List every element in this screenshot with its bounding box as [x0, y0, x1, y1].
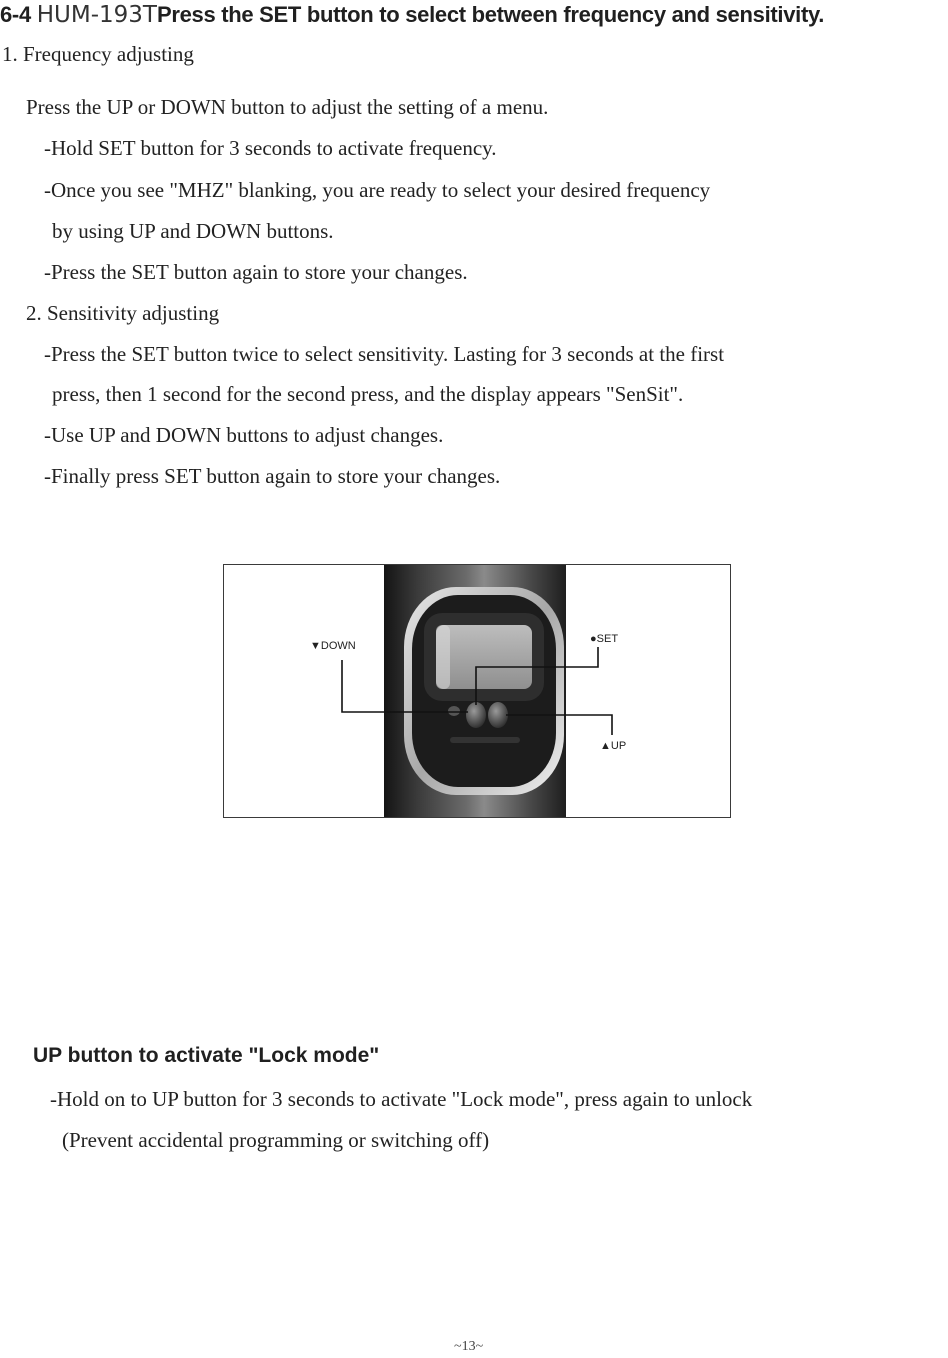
up-button — [488, 702, 508, 728]
section-2-step: -Use UP and DOWN buttons to adjust changes. — [44, 423, 444, 447]
down-label: ▼DOWN — [310, 640, 356, 652]
model-number-handwritten: HUM-193T — [36, 2, 157, 28]
set-button — [448, 706, 460, 716]
device-illustration — [224, 565, 730, 817]
page-heading — [0, 2, 824, 28]
section-2-step: -Press the SET button twice to select sensitivity. Lasting for 3 seconds at the first — [44, 342, 725, 366]
section-1-title: 1. Frequency adjusting — [2, 42, 194, 66]
section-2-step: press, then 1 second for the second press, and the display appears "SenSit". — [52, 382, 684, 406]
section-number: 6-4 — [0, 2, 31, 27]
lock-mode-line: (Prevent accidental programming or switching off) — [62, 1128, 490, 1152]
device-figure — [223, 564, 731, 818]
lock-mode-line: -Hold on to UP button for 3 seconds to activate "Lock mode", press again to unlock — [50, 1087, 753, 1111]
section-1-step: -Press the SET button again to store your changes. — [44, 260, 468, 284]
up-label: ▲UP — [600, 740, 627, 752]
section-1-step: -Hold SET button for 3 seconds to activate frequency. — [44, 136, 497, 160]
lcd-screen — [436, 625, 532, 689]
down-button — [466, 702, 486, 728]
set-label: ●SET — [590, 633, 619, 645]
logo-strip — [450, 737, 520, 743]
section-1-step: -Once you see "MHZ" blanking, you are ready to select your desired frequency — [44, 178, 711, 202]
section-2-title: 2. Sensitivity adjusting — [26, 301, 220, 325]
section-2-step: -Finally press SET button again to store your changes. — [44, 464, 501, 488]
section-1-step: by using UP and DOWN buttons. — [52, 219, 334, 243]
heading-title: Press the SET button to select between frequency and sensitivity. — [156, 2, 825, 27]
page-number: ~13~ — [454, 1339, 484, 1354]
screen-glare — [436, 625, 450, 689]
section-1-intro: Press the UP or DOWN button to adjust the setting of a menu. — [26, 95, 549, 119]
lock-mode-title: UP button to activate "Lock mode" — [33, 1044, 380, 1067]
